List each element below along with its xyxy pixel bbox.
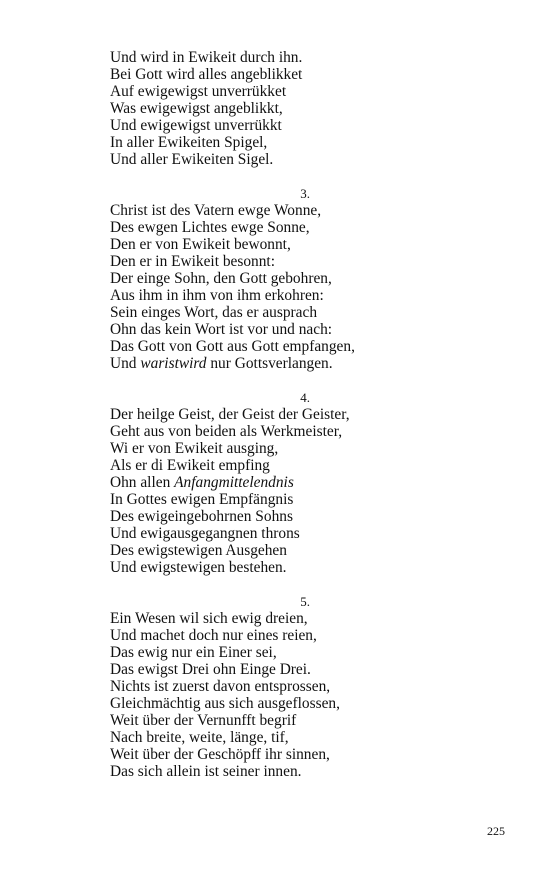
verse-line xyxy=(110,542,410,559)
verse-line xyxy=(110,559,410,576)
verse-text: Ein Wesen wil sich ewig dreien, xyxy=(110,610,308,627)
verse-line xyxy=(110,117,410,134)
verse-text: Des ewigstewigen Ausgehen xyxy=(110,542,287,559)
verse-text: Den er von Ewikeit bewonnt, xyxy=(110,236,291,253)
verse-line xyxy=(110,287,410,304)
verse-line xyxy=(110,253,410,270)
verse-text: In Gottes ewigen Empfängnis xyxy=(110,491,294,508)
verse-text: Und ewigausgegangnen throns xyxy=(110,525,300,542)
verse-line xyxy=(110,66,410,83)
verse-text: Weit über der Vernunfft begrif xyxy=(110,712,297,729)
verse-line xyxy=(110,474,410,491)
verse-line xyxy=(110,661,410,678)
verse-line xyxy=(110,644,410,661)
verse-line xyxy=(110,270,410,287)
verse-line xyxy=(110,712,410,729)
verse-text: Bei Gott wird alles angeblikket xyxy=(110,66,303,83)
verse-text: Ohn das kein Wort ist vor und nach: xyxy=(110,321,333,338)
verse-text: Christ ist des Vatern ewge Wonne, xyxy=(110,202,322,219)
verse-text: Nach breite, weite, länge, tif, xyxy=(110,729,289,746)
verse-line xyxy=(110,100,410,117)
verse-text: Der heilge Geist, der Geist der Geister, xyxy=(110,406,350,423)
verse-text: Gleichmächtig aus sich ausgeflossen, xyxy=(110,695,340,712)
verse-line xyxy=(110,746,410,763)
stanza-number: 4. xyxy=(300,390,310,405)
verse-line xyxy=(110,151,410,168)
verse-text: Als er di Ewikeit empfing xyxy=(110,457,270,474)
verse-text: Das Gott von Gott aus Gott empfangen, xyxy=(110,338,355,355)
verse-text: Sein einges Wort, das er ausprach xyxy=(110,304,318,321)
stanza-gap xyxy=(110,168,410,185)
verse-line xyxy=(110,321,410,338)
verse-line xyxy=(110,440,410,457)
verse-line xyxy=(110,729,410,746)
verse-line xyxy=(110,355,410,372)
verse-text: Nichts ist zuerst davon entsprossen, xyxy=(110,678,331,695)
verse-line xyxy=(110,304,410,321)
verse-line xyxy=(110,525,410,542)
stanza xyxy=(110,49,410,168)
verse-text: Wi er von Ewikeit ausging, xyxy=(110,440,279,457)
verse-text: Das ewig nur ein Einer sei, xyxy=(110,644,277,661)
verse-text: Der einge Sohn, den Gott gebohren, xyxy=(110,270,332,287)
verse-line xyxy=(110,219,410,236)
stanza xyxy=(110,168,410,372)
verse-text: Und aller Ewikeiten Sigel. xyxy=(110,151,274,168)
verse-text: Auf ewigewigst unverrükket xyxy=(110,83,287,100)
verse-line xyxy=(110,83,410,100)
verse-line xyxy=(110,695,410,712)
italic-word: waristwird xyxy=(140,355,207,372)
italic-word: Anfangmittelendnis xyxy=(174,474,294,491)
verse-line xyxy=(110,610,410,627)
verse-text: Des ewgen Lichtes ewge Sonne, xyxy=(110,219,310,236)
stanza-gap xyxy=(110,372,410,389)
verse-text: In aller Ewikeiten Spigel, xyxy=(110,134,268,151)
verse-line xyxy=(110,678,410,695)
verse-text: Und xyxy=(110,355,141,372)
stanza xyxy=(110,576,410,780)
verse-text: Geht aus von beiden als Werkmeister, xyxy=(110,423,343,440)
verse-text: nur Gottsverlangen. xyxy=(206,355,333,372)
verse-line xyxy=(110,49,410,66)
verse-line xyxy=(110,423,410,440)
stanza-gap xyxy=(110,576,410,593)
page-number: 225 xyxy=(487,824,505,838)
verse-line xyxy=(110,134,410,151)
verse-line xyxy=(110,338,410,355)
stanza-number: 3. xyxy=(300,186,310,201)
verse-line xyxy=(110,457,410,474)
stanza xyxy=(110,372,410,576)
verse-text: Aus ihm in ihm von ihm erkohren: xyxy=(110,287,324,304)
verse-text: Das sich allein ist seiner innen. xyxy=(110,763,302,780)
verse-line xyxy=(110,406,410,423)
verse-text: Und ewigewigst unverrükkt xyxy=(110,117,282,134)
verse-line xyxy=(110,627,410,644)
verse-text: Was ewigewigst angeblikkt, xyxy=(110,100,283,117)
verse-text: Und wird in Ewikeit durch ihn. xyxy=(110,49,303,66)
verse-text: Ohn allen xyxy=(110,474,175,491)
verse-line xyxy=(110,763,410,780)
verse-line xyxy=(110,236,410,253)
stanza-number: 5. xyxy=(300,594,310,609)
verse-text: Des ewigeingebohrnen Sohns xyxy=(110,508,293,525)
verse-text: Und ewigstewigen bestehen. xyxy=(110,559,287,576)
poem-text xyxy=(110,49,410,780)
verse-line xyxy=(110,491,410,508)
verse-text: Den er in Ewikeit besonnt: xyxy=(110,253,275,270)
verse-line xyxy=(110,508,410,525)
verse-text: Weit über der Geschöpff ihr sinnen, xyxy=(110,746,330,763)
verse-line xyxy=(110,202,410,219)
verse-text: Das ewigst Drei ohn Einge Drei. xyxy=(110,661,311,678)
verse-text: Und machet doch nur eines reien, xyxy=(110,627,317,644)
